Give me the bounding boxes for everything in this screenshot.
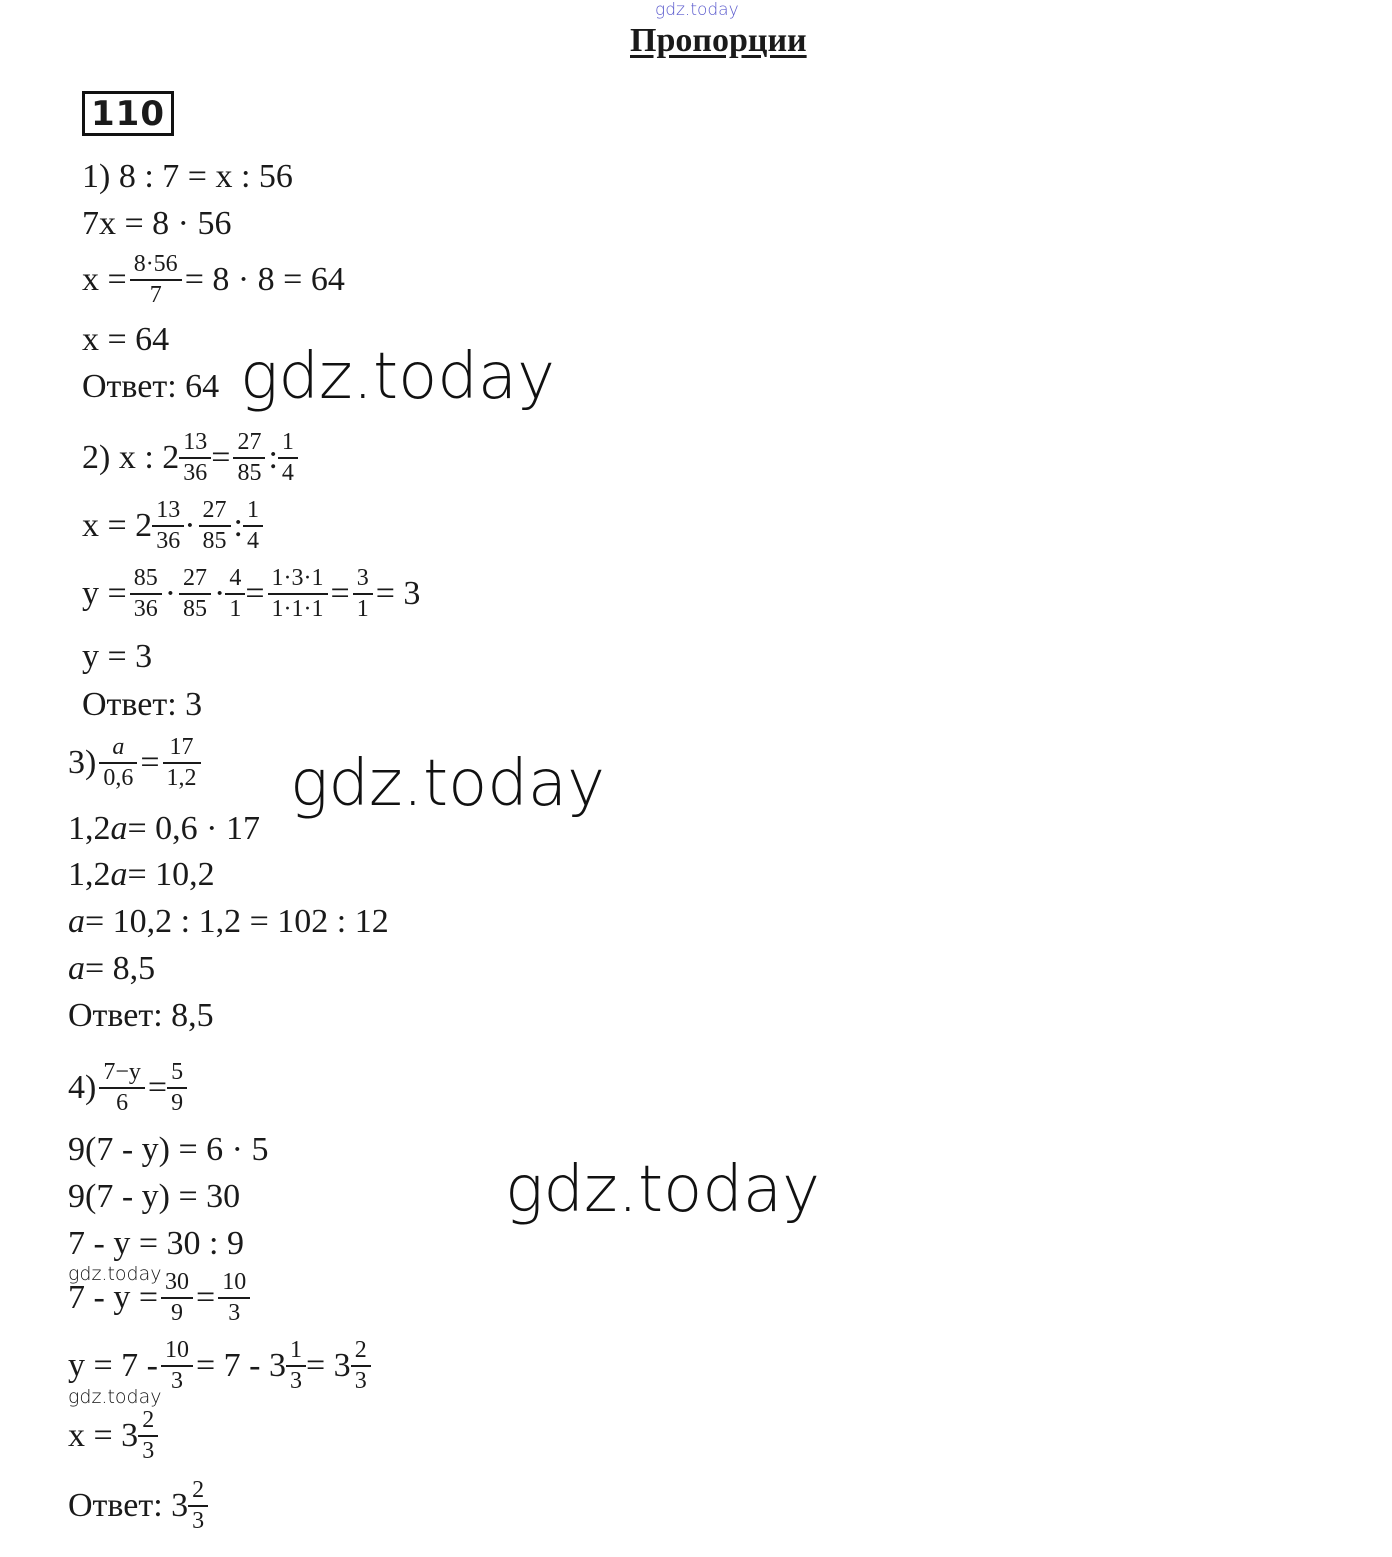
watermark-small-1: gdz.today — [68, 1263, 162, 1285]
denominator: 9 — [167, 1087, 187, 1116]
numerator: 13 — [156, 497, 181, 523]
fraction — [235, 430, 263, 486]
numerator: 2 — [192, 1477, 205, 1503]
dot: · — [184, 507, 196, 545]
p1-answer: Ответ: 64 — [82, 368, 220, 405]
numerator: 8·56 — [133, 251, 178, 277]
denominator: 85 — [179, 593, 211, 622]
numerator: 30 — [165, 1269, 189, 1295]
p2-line-2 — [82, 498, 263, 554]
denominator: 1,2 — [163, 762, 201, 791]
fraction — [355, 566, 371, 622]
fraction — [201, 498, 229, 554]
denominator: 3 — [188, 1505, 208, 1534]
p2-line-2-lhs: x = 2 — [82, 507, 153, 545]
numerator: 85 — [133, 565, 158, 591]
denominator: 85 — [199, 525, 231, 554]
p1-line-1: 1) 8 : 7 = x : 56 — [82, 158, 293, 195]
denominator: 6 — [99, 1087, 145, 1116]
p3-line-3 — [68, 858, 215, 892]
denominator: 36 — [152, 525, 184, 554]
p3-line-4 — [68, 905, 389, 939]
watermark-1: gdz.today — [240, 340, 555, 414]
fraction — [220, 1270, 248, 1326]
watermark-2: gdz.today — [290, 747, 605, 821]
denominator: 36 — [179, 457, 211, 486]
p4-line-7-lhs: x = 3 — [68, 1417, 139, 1455]
dot: · — [164, 575, 177, 613]
numerator: 3 — [356, 565, 369, 591]
rhs: = 0,6 · 17 — [127, 810, 260, 847]
p1-line-4: x = 64 — [82, 321, 170, 358]
numerator: 2 — [142, 1407, 155, 1433]
p2-line-1 — [82, 430, 298, 486]
fraction — [288, 1338, 304, 1394]
p1-line-2: 7x = 8 · 56 — [82, 205, 232, 242]
p2-answer: Ответ: 3 — [82, 686, 203, 723]
colon: : — [268, 439, 278, 477]
numerator: 1·3·1 — [271, 565, 324, 591]
variable-a: a — [110, 810, 128, 847]
page-title: Пропорции — [630, 22, 807, 59]
numerator: 10 — [165, 1337, 189, 1363]
p4-answer — [68, 1478, 208, 1534]
numerator: a — [112, 734, 125, 760]
equals: = — [147, 1069, 168, 1107]
denominator: 3 — [218, 1297, 250, 1326]
fraction — [101, 1060, 143, 1116]
p4-line-2: 9(7 - y) = 6 · 5 — [68, 1131, 269, 1168]
p2-line-3-lhs: y = — [82, 575, 127, 613]
watermark-top: gdz.today — [655, 0, 739, 20]
colon: : — [233, 507, 243, 545]
fraction — [165, 735, 199, 791]
p2-line-3 — [82, 566, 420, 622]
numerator: 1 — [246, 497, 259, 523]
fraction — [353, 1338, 369, 1394]
p4-line-1 — [68, 1060, 187, 1116]
dot: · — [214, 575, 226, 613]
rhs: = 10,2 — [127, 856, 215, 893]
denominator: 0,6 — [99, 762, 137, 791]
p3-line-5 — [68, 952, 155, 986]
p4-line-5 — [68, 1270, 253, 1326]
variable-a: a — [68, 950, 85, 987]
p3-answer: Ответ: 8,5 — [68, 997, 214, 1034]
numerator: 4 — [229, 565, 242, 591]
fraction — [169, 1060, 185, 1116]
coef: 1,2 — [68, 810, 111, 847]
rhs: = 10,2 : 1,2 = 102 : 12 — [85, 903, 389, 940]
denominator: 7 — [130, 279, 182, 308]
numerator: 17 — [169, 734, 194, 760]
fraction — [181, 430, 209, 486]
watermark-3: gdz.today — [505, 1153, 820, 1227]
fraction — [227, 566, 243, 622]
p4-line-6-mid: = 7 - 3 — [196, 1347, 286, 1385]
numerator: 27 — [202, 497, 227, 523]
coef: 1,2 — [68, 856, 111, 893]
denominator: 9 — [161, 1297, 193, 1326]
fraction — [140, 1408, 156, 1464]
numerator: 7−y — [103, 1059, 141, 1085]
equals: = — [140, 744, 160, 782]
numerator: 2 — [354, 1337, 367, 1363]
p2-line-1-lhs: 2) x : 2 — [82, 439, 180, 477]
numerator: 27 — [237, 429, 262, 455]
denominator: 3 — [161, 1365, 193, 1394]
equals: = — [245, 575, 265, 613]
fraction — [280, 430, 296, 486]
p2-line-3-rhs: = 3 — [375, 575, 421, 613]
p4-line-6-lhs: y = 7 - — [68, 1347, 158, 1385]
p3-line-1-label: 3) — [68, 744, 97, 782]
numerator: 5 — [171, 1059, 184, 1085]
denominator: 4 — [243, 525, 263, 554]
numerator: 13 — [183, 429, 208, 455]
denominator: 3 — [351, 1365, 371, 1394]
p4-line-6-rhs: = 3 — [306, 1347, 351, 1385]
denominator: 1·1·1 — [268, 593, 328, 622]
denominator: 85 — [233, 457, 265, 486]
exercise-number: 110 — [82, 91, 174, 136]
p1-line-3-rhs: = 8 · 8 = 64 — [184, 261, 345, 299]
denominator: 36 — [130, 593, 162, 622]
variable-a: a — [110, 856, 128, 893]
fraction — [132, 252, 180, 308]
p4-answer-text: Ответ: 3 — [68, 1487, 189, 1525]
numerator: 27 — [183, 565, 208, 591]
equals: = — [211, 439, 231, 477]
p4-line-5-lhs: 7 - y = — [68, 1279, 158, 1317]
denominator: 4 — [278, 457, 298, 486]
equals: = — [196, 1279, 216, 1317]
denominator: 3 — [286, 1365, 306, 1394]
fraction — [245, 498, 261, 554]
p2-line-4: y = 3 — [82, 638, 153, 675]
fraction — [190, 1478, 206, 1534]
p4-line-7 — [68, 1408, 158, 1464]
denominator: 1 — [225, 593, 245, 622]
p4-line-3: 9(7 - y) = 30 — [68, 1178, 241, 1215]
equals: = — [330, 575, 350, 613]
p3-line-1 — [68, 735, 204, 791]
fraction — [132, 566, 160, 622]
numerator: 1 — [281, 429, 294, 455]
p4-line-6 — [68, 1338, 371, 1394]
fraction — [163, 1270, 191, 1326]
denominator: 1 — [353, 593, 373, 622]
numerator: 10 — [222, 1269, 247, 1295]
p1-line-3-lhs: x = — [82, 261, 127, 299]
watermark-small-2: gdz.today — [68, 1386, 162, 1408]
fraction — [181, 566, 209, 622]
denominator: 3 — [138, 1435, 158, 1464]
p1-line-3 — [82, 252, 345, 308]
numerator: 1 — [290, 1337, 302, 1363]
fraction — [163, 1338, 191, 1394]
fraction — [101, 735, 135, 791]
fraction — [270, 566, 326, 622]
fraction — [154, 498, 182, 554]
rhs: = 8,5 — [85, 950, 156, 987]
p4-line-4: 7 - y = 30 : 9 — [68, 1225, 244, 1262]
p4-line-1-label: 4) — [68, 1069, 97, 1107]
p3-line-2 — [68, 812, 260, 846]
variable-a: a — [68, 903, 85, 940]
